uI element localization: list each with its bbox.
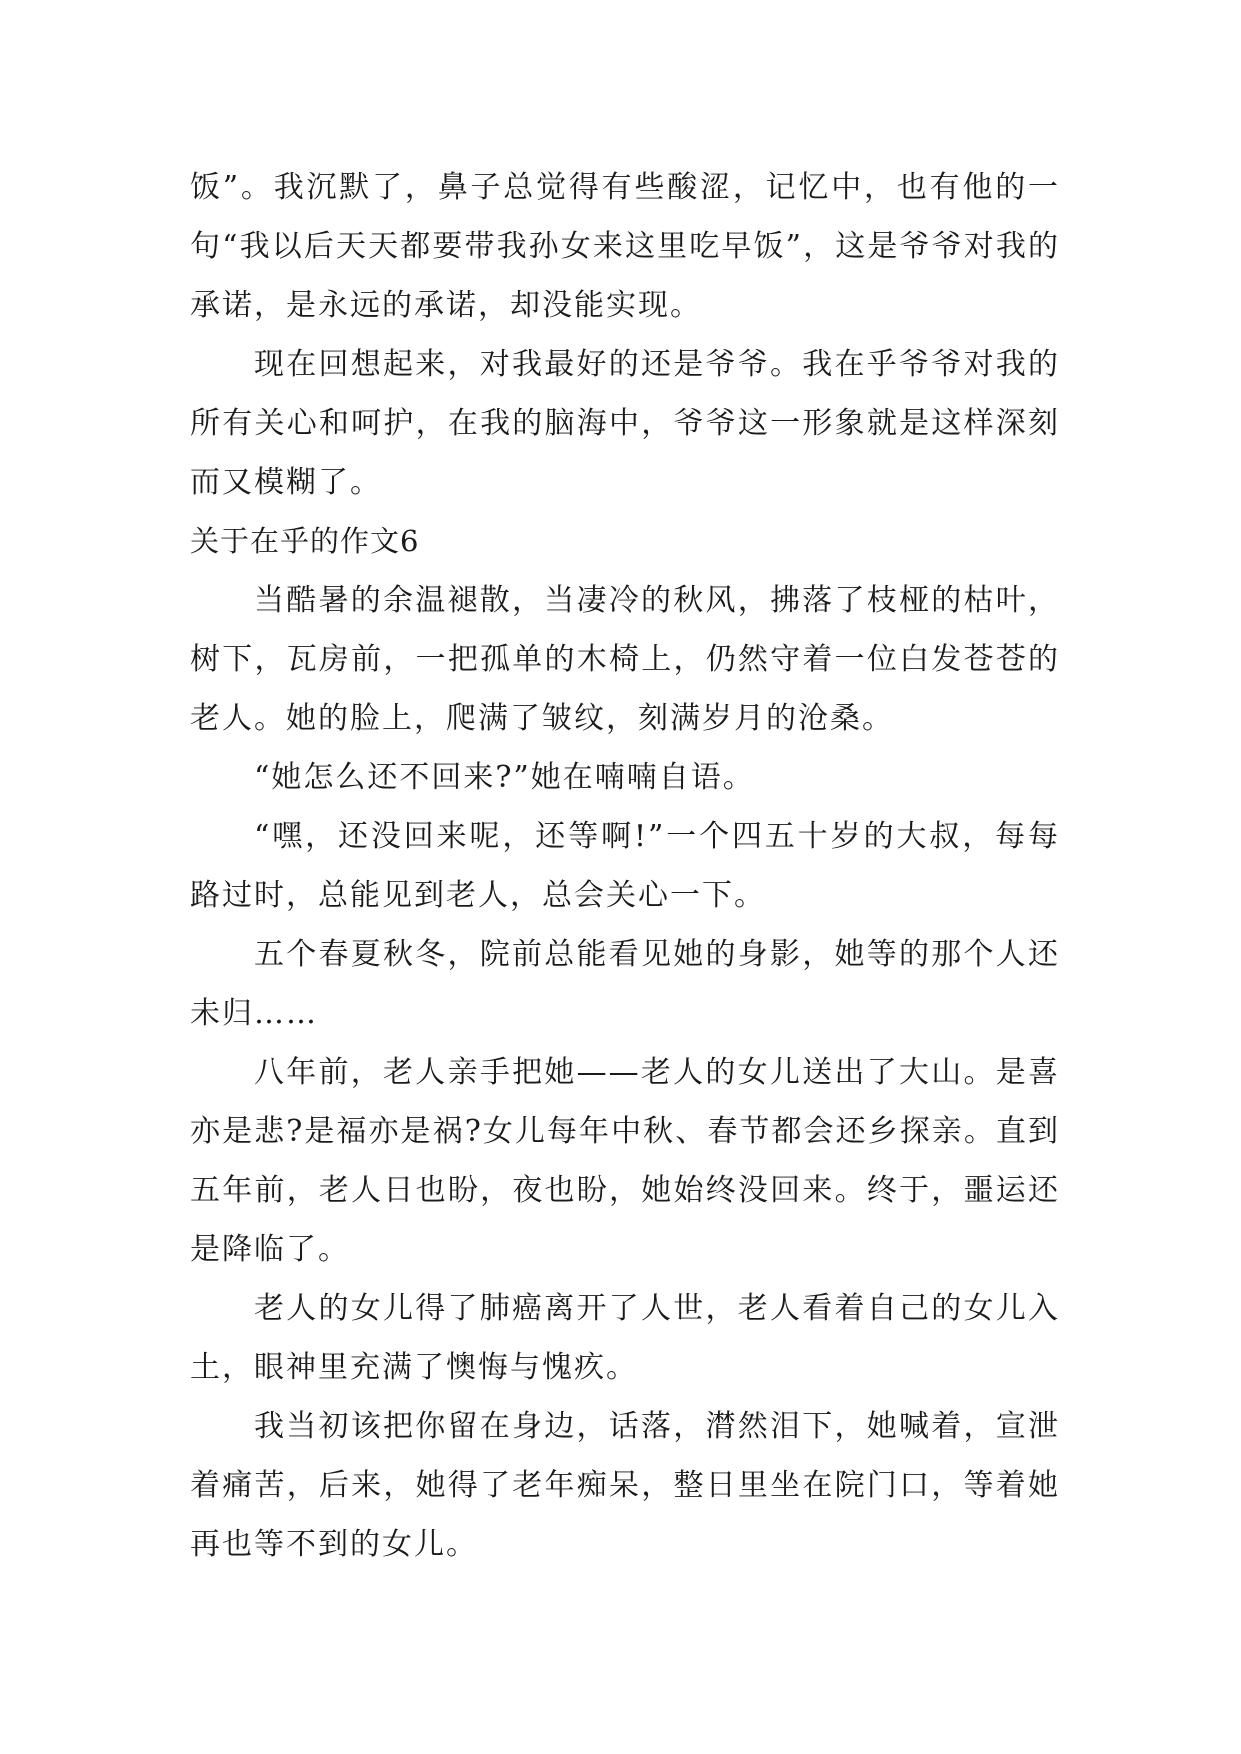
paragraph-continuation: 饭”。我沉默了，鼻子总觉得有些酸涩，记忆中，也有他的一句“我以后天天都要带我孙女来这里吃早饭”，这是爷爷对我的承诺，是永远的承诺，却没能实现。	[190, 170, 1060, 323]
paragraph: “她怎么还不回来?”她在喃喃自语。	[254, 760, 755, 795]
paragraph: “嘿，还没回来呢，还等啊!”一个四五十岁的大叔，每每路过时，总能见到老人，总会关心一下。	[190, 819, 1060, 913]
paragraph: 现在回想起来，对我最好的还是爷爷。我在乎爷爷对我的所有关心和呵护，在我的脑海中，爷爷这一形象就是这样深刻而又模糊了。	[190, 347, 1060, 500]
section-title: 关于在乎的作文6	[190, 524, 420, 558]
paragraph: 八年前，老人亲手把她——老人的女儿送出了大山。是喜亦是悲?是福亦是祸?女儿每年中秋、春节都会还乡探亲。直到五年前，老人日也盼，夜也盼，她始终没回来。终于，噩运还是降临了。	[190, 1055, 1060, 1267]
paragraph: 我当初该把你留在身边，话落，潸然泪下，她喊着，宣泄着痛苦，后来，她得了老年痴呆，整日里坐在院门口，等着她再也等不到的女儿。	[190, 1409, 1060, 1562]
paragraph: 五个春夏秋冬，院前总能看见她的身影，她等的那个人还未归……	[190, 937, 1060, 1031]
paragraph: 老人的女儿得了肺癌离开了人世，老人看着自己的女儿入土，眼神里充满了懊悔与愧疚。	[190, 1291, 1060, 1385]
document-page	[190, 158, 1060, 1574]
paragraph: 当酷暑的余温褪散，当凄冷的秋风，拂落了枝桠的枯叶，树下，瓦房前，一把孤单的木椅上，仍然守着一位白发苍苍的老人。她的脸上，爬满了皱纹，刻满岁月的沧桑。	[190, 583, 1060, 736]
